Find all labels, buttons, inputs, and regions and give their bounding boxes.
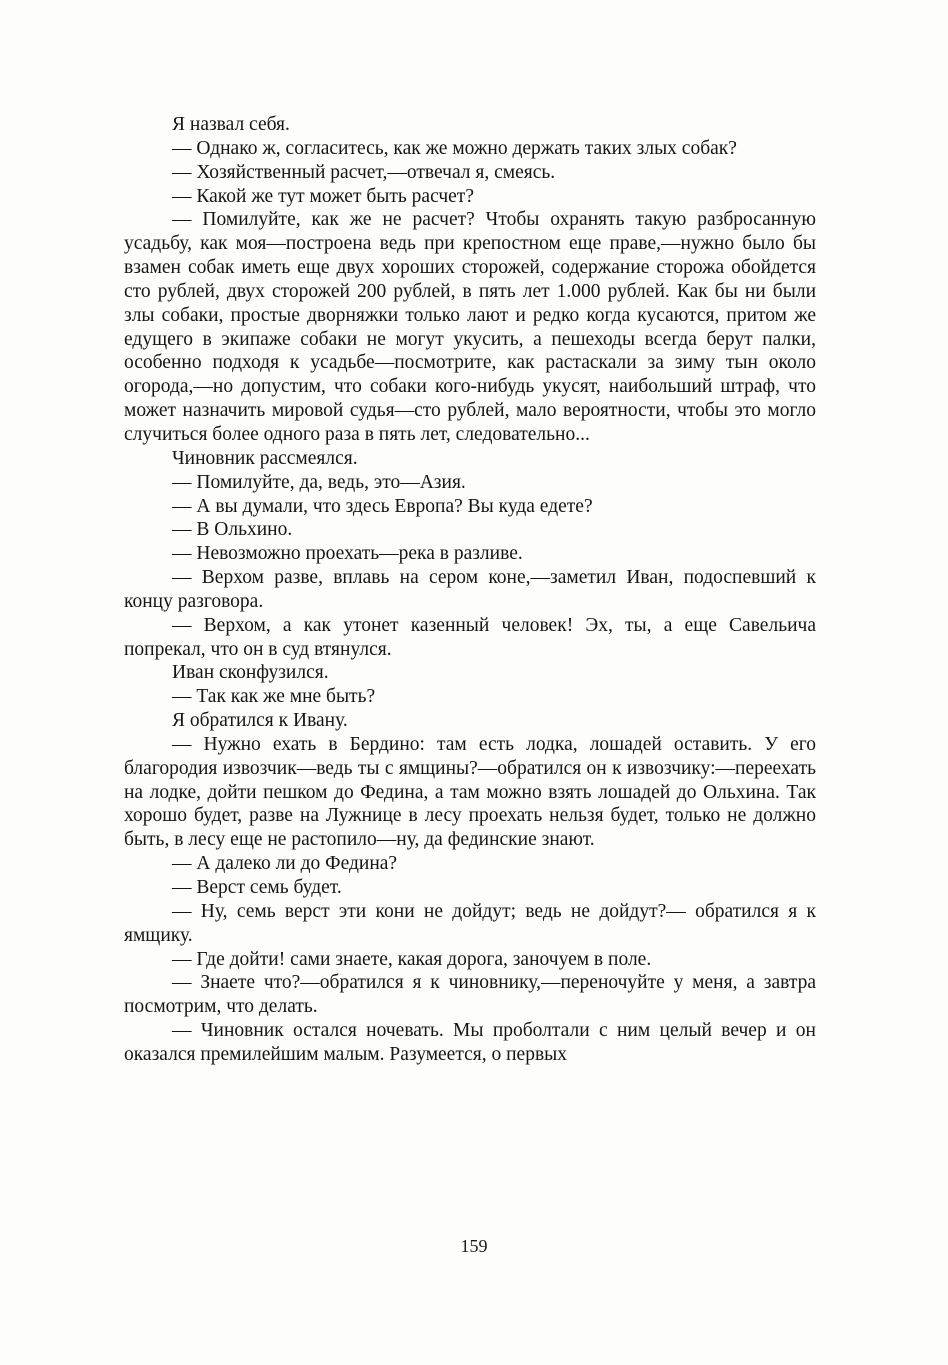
body-text (124, 113, 816, 1067)
paragraph: — Какой же тут может быть расчет? (172, 185, 474, 207)
paragraph: Чиновник рассмеялся. (172, 447, 358, 469)
paragraph: — Верст семь будет. (172, 877, 342, 898)
paragraph: — Знаете что?—обратился я к чиновнику,—переночуйте у меня, а завтра посмотрим, что делать. (124, 972, 816, 1018)
paragraph: — Верхом разве, вплавь на сером коне,—заметил Иван, подоспевший к концу разговора. (124, 567, 816, 612)
paragraph: Иван сконфузился. (172, 662, 329, 684)
paragraph: — Так как же мне быть? (172, 686, 376, 708)
paragraph: — Нужно ехать в Бердино: там есть лодка, лошадей оставить. У его благородия извозчик—ведь ты с ямщины?—обратился он к извозчику:—переехать на лодке, дойти пешком до Федина, а там можно взять лошадей до Ольхина. Так хорошо будет, разве на Лужнице в лесу проехать нельзя будет, только не должно быть, в лесу еще не растопило—ну, да фединские знают. (124, 733, 816, 851)
paragraph: — А вы думали, что здесь Европа? Вы куда едете? (172, 495, 593, 517)
page-number: 159 (460, 1236, 488, 1256)
paragraph: — Однако ж, согласитесь, как же можно держать таких злых собак? (172, 137, 737, 159)
paragraph: — А далеко ли до Федина? (172, 853, 398, 875)
paragraph: — Помилуйте, да, ведь, это—Азия. (172, 471, 466, 493)
paragraph: — Где дойти! сами знаете, какая дорога, заночуем в поле. (172, 948, 652, 970)
paragraph: Я обратился к Ивану. (172, 710, 348, 732)
paragraph: — Хозяйственный расчет,—отвечал я, смеясь. (172, 161, 556, 183)
paragraph: — Помилуйте, как же не расчет? Чтобы охранять такую разбросанную усадьбу, как моя—построена ведь при крепостном еще праве,—нужно было бы взамен собак иметь еще двух хороших сторожей, содержание сторожа обойдется сто рублей, двух сторожей 200 рублей, в пять лет 1.000 рублей. Как бы ни были злы собаки, простые дворняжки только лают и редко когда кусаются, притом же едущего в экипаже собаки не могут укусить, а пешеходы всегда берут палки, особенно подходя к усадьбе—посмотрите, как растаскали за зиму тын около огорода,—но допустим, что собаки кого-нибудь укусят, наибольший штраф, что может назначить мировой судья—сто рублей, мало вероятности, чтобы это могло случиться более одного раза в пять лет, следовательно... (124, 209, 816, 445)
paragraph: Я назвал себя. (172, 114, 290, 135)
paragraph: — Верхом, а как утонет казенный человек! Эх, ты, а еще Савельича попрекал, что он в суд втянулся. (124, 614, 816, 660)
paragraph: — В Ольхино. (172, 519, 293, 541)
paragraph: — Невозможно проехать—река в разливе. (172, 543, 523, 565)
paragraph: — Ну, семь верст эти кони не дойдут; ведь не дойдут?— обратился я к ямщику. (124, 900, 816, 946)
paragraph: — Чиновник остался ночевать. Мы проболтали с ним целый вечер и он оказался премилейшим малым. Разумеется, о первых (124, 1020, 816, 1065)
